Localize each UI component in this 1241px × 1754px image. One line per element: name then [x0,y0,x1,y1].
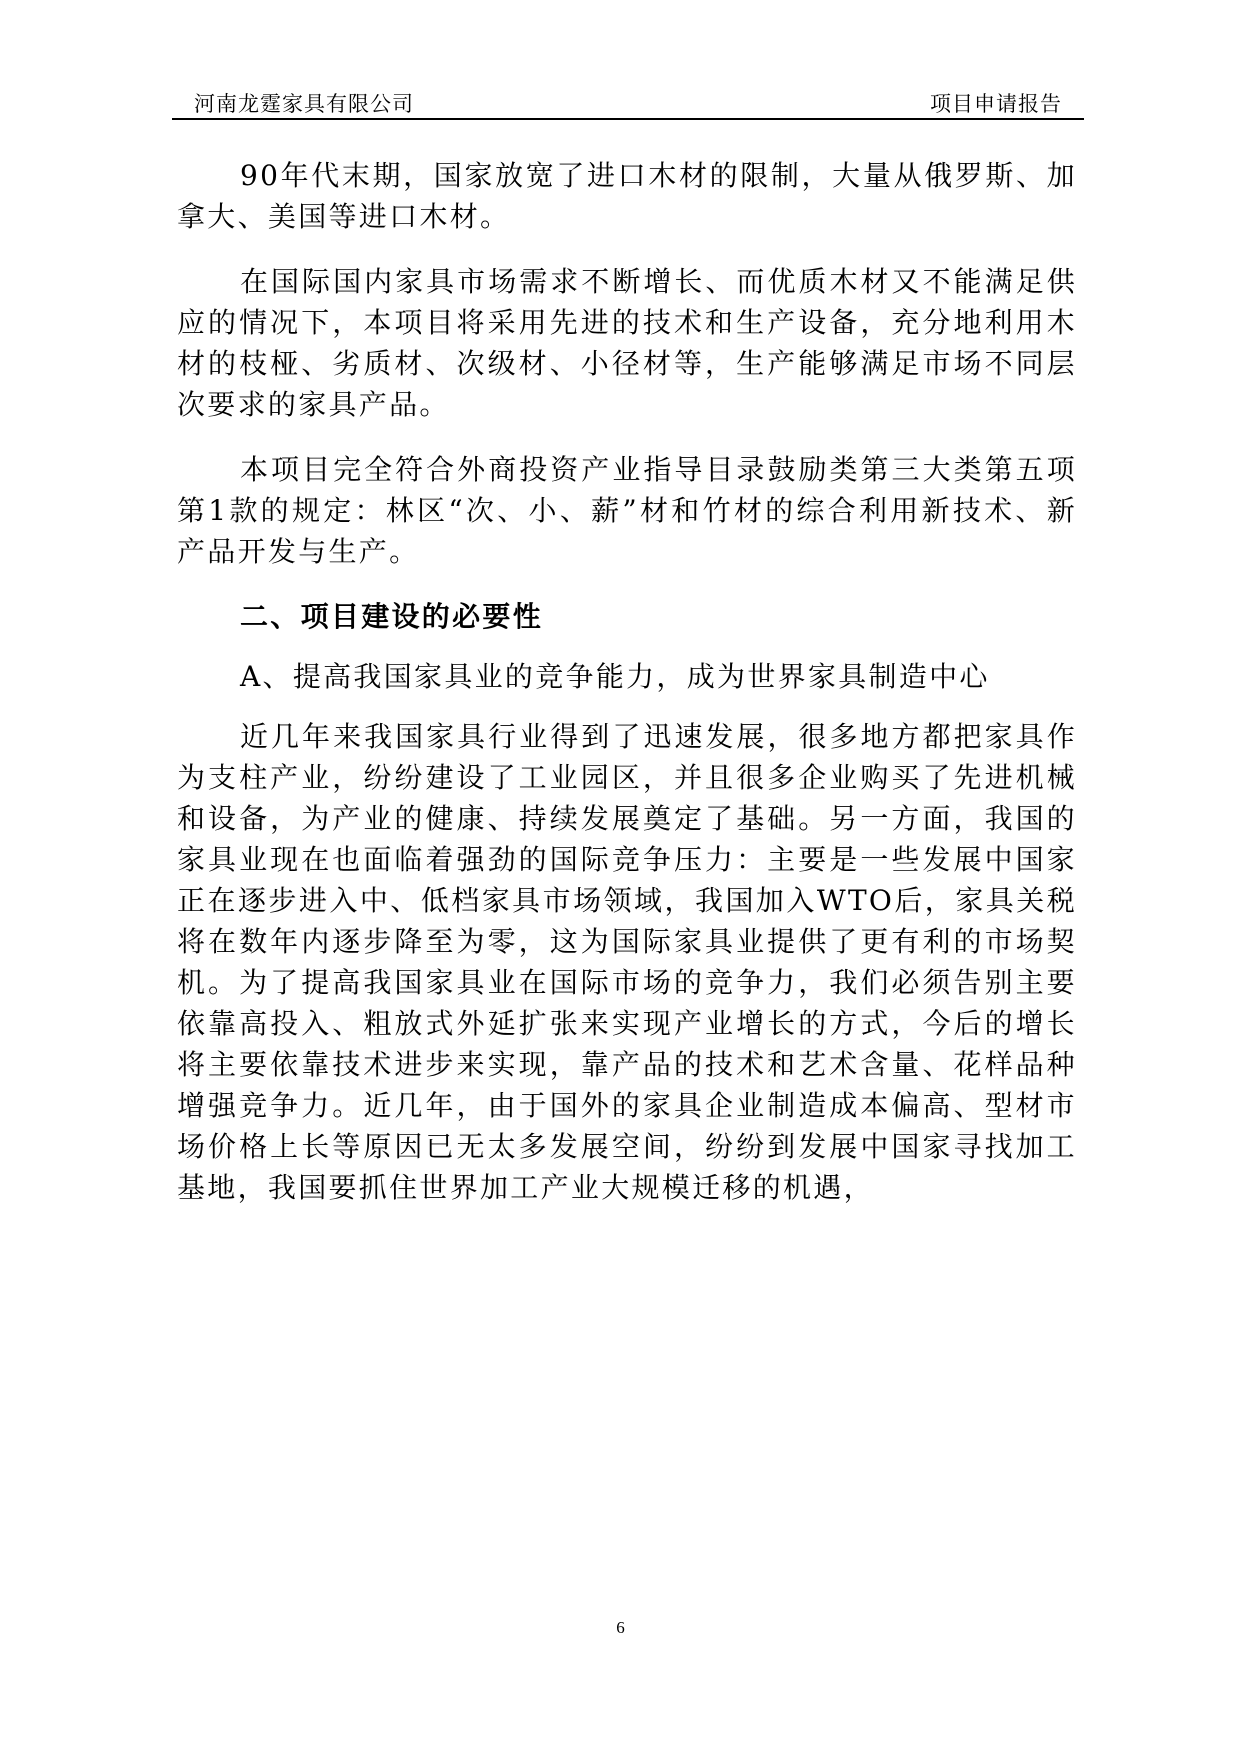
header-company: 河南龙霆家具有限公司 [194,92,414,116]
paragraph-market-demand: 在国际国内家具市场需求不断增长、而优质木材又不能满足供应的情况下，本项目将采用先进的技术和生产设备，充分地利用木材的枝桠、劣质材、次级材、小径材等，生产能够满足市场不同层次要求的家具产品。 [177,265,1077,421]
sub-heading: A、提高我国家具业的竞争能力，成为世界家具制造中心 [240,660,990,693]
paragraph-competitiveness: 近几年来我国家具行业得到了迅速发展，很多地方都把家具作为支柱产业，纷纷建设了工业园区，并且很多企业购买了先进机械和设备，为产业的健康、持续发展奠定了基础。另一方面，我国的家具业现在也面临着强劲的国际竞争压力：主要是一些发展中国家正在逐步进入中、低档家具市场领域，我国加入WTO后，家具关税将在数年内逐步降至为零，这为国际家具业提供了更有利的市场契机。为了提高我国家具业在国际市场的竞争力，我们必须告别主要依靠高投入、粗放式外延扩张来实现产业增长的方式，今后的增长将主要依靠技术进步来实现，靠产品的技术和艺术含量、花样品种增强竞争力。近几年，由于国外的家具企业制造成本偏高、型材市场价格上长等原因已无太多发展空间，纷纷到发展中国家寻找加工基地，我国要抓住世界加工产业大规模迁移的机遇， [177,720,1077,1204]
paragraph-policy-compliance: 本项目完全符合外商投资产业指导目录鼓励类第三大类第五项第1款的规定：林区“次、小、薪”材和竹材的综合利用新技术、新产品开发与生产。 [177,453,1077,568]
page-number: 6 [616,1618,625,1637]
header-rule [172,118,1084,120]
paragraph-imported-timber: 90年代末期，国家放宽了进口木材的限制，大量从俄罗斯、加拿大、美国等进口木材。 [177,159,1077,233]
section-heading: 二、项目建设的必要性 [240,600,544,633]
header-doc-type: 项目申请报告 [930,92,1062,116]
page-body [177,155,1077,1232]
page-header [172,86,1084,118]
